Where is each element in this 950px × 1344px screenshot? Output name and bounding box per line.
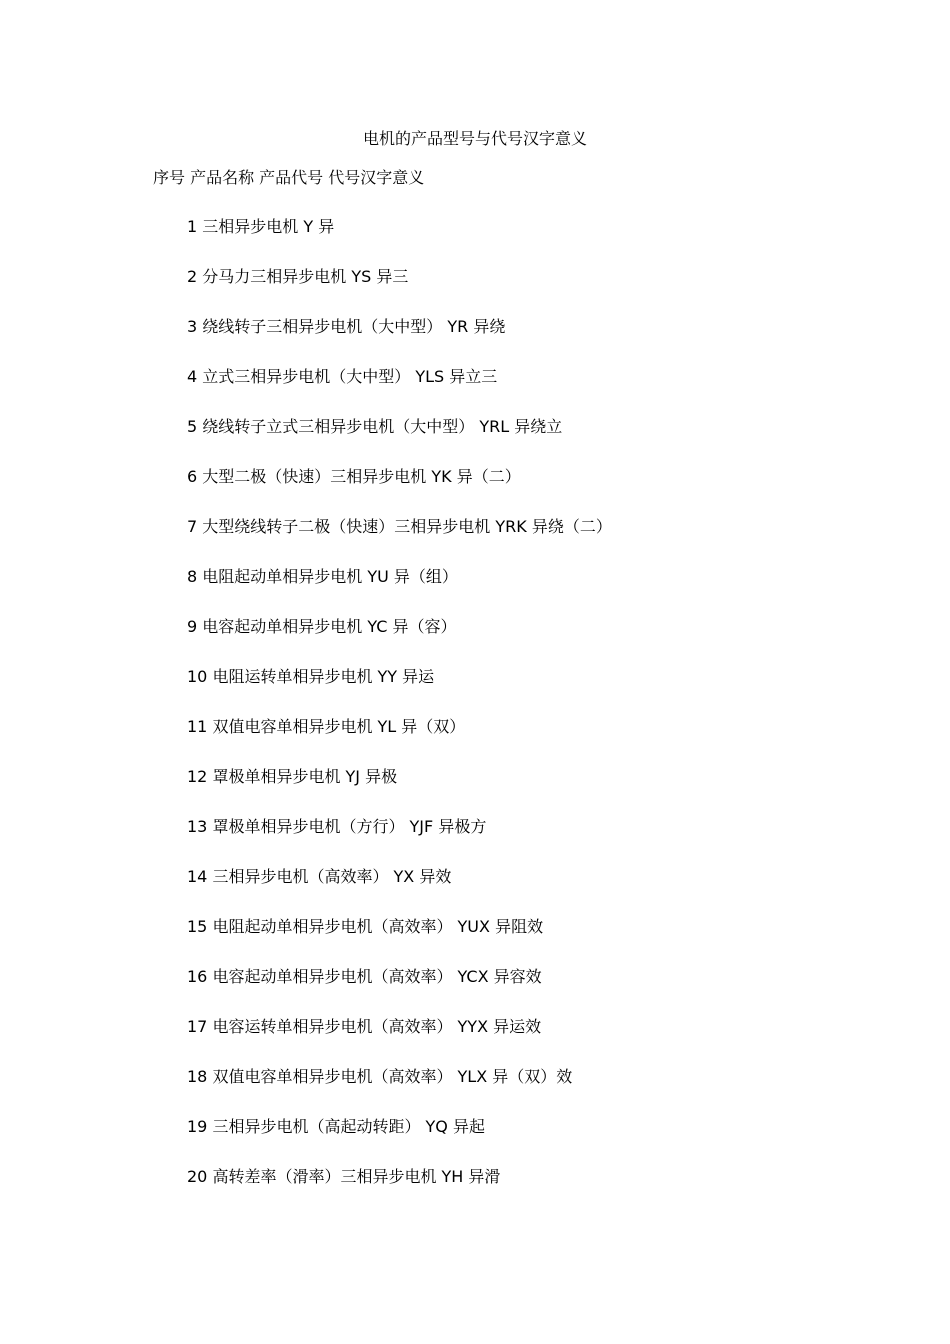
list-item bbox=[187, 366, 612, 416]
list-item-text: 10 电阻运转单相异步电机 YY 异运 bbox=[187, 667, 435, 686]
list-item-text: 17 电容运转单相异步电机（高效率） YYX 异运效 bbox=[187, 1017, 542, 1036]
list-item bbox=[187, 966, 612, 1016]
list-item bbox=[187, 1116, 612, 1166]
list-item bbox=[187, 1166, 612, 1216]
list-item bbox=[187, 816, 612, 866]
list-item bbox=[187, 1066, 612, 1116]
list-item bbox=[187, 716, 612, 766]
list-item-text: 8 电阻起动单相异步电机 YU 异（组） bbox=[187, 567, 458, 586]
list-item-text: 9 电容起动单相异步电机 YC 异（容） bbox=[187, 617, 457, 636]
list-item bbox=[187, 916, 612, 966]
table-header: 序号 产品名称 产品代号 代号汉字意义 bbox=[153, 168, 425, 187]
list-item-text: 3 绕线转子三相异步电机（大中型） YR 异绕 bbox=[187, 317, 506, 336]
list-item bbox=[187, 416, 612, 466]
list-item-text: 18 双值电容单相异步电机（高效率） YLX 异（双）效 bbox=[187, 1067, 573, 1086]
list-item bbox=[187, 266, 612, 316]
list-item-text: 4 立式三相异步电机（大中型） YLS 异立三 bbox=[187, 367, 498, 386]
list-item-text: 1 三相异步电机 Y 异 bbox=[187, 217, 335, 236]
list-item-text: 19 三相异步电机（高起动转距） YQ 异起 bbox=[187, 1117, 485, 1136]
list-item-text: 7 大型绕线转子二极（快速）三相异步电机 YRK 异绕（二） bbox=[187, 517, 612, 536]
list-item bbox=[187, 566, 612, 616]
list-item bbox=[187, 516, 612, 566]
list-item-text: 11 双值电容单相异步电机 YL 异（双） bbox=[187, 717, 466, 736]
list-item-text: 6 大型二极（快速）三相异步电机 YK 异（二） bbox=[187, 467, 521, 486]
list-item bbox=[187, 766, 612, 816]
list-item-text: 5 绕线转子立式三相异步电机（大中型） YRL 异绕立 bbox=[187, 417, 563, 436]
list-item-text: 20 高转差率（滑率）三相异步电机 YH 异滑 bbox=[187, 1167, 501, 1186]
list-item bbox=[187, 316, 612, 366]
list-item-text: 13 罩极单相异步电机（方行） YJF 异极方 bbox=[187, 817, 487, 836]
list-item bbox=[187, 866, 612, 916]
list-item-text: 12 罩极单相异步电机 YJ 异极 bbox=[187, 767, 398, 786]
list-item bbox=[187, 616, 612, 666]
list-item-text: 16 电容起动单相异步电机（高效率） YCX 异容效 bbox=[187, 967, 542, 986]
product-list bbox=[187, 216, 612, 1216]
list-item bbox=[187, 666, 612, 716]
list-item bbox=[187, 1016, 612, 1066]
list-item bbox=[187, 466, 612, 516]
document-title: 电机的产品型号与代号汉字意义 bbox=[362, 129, 587, 148]
list-item-text: 2 分马力三相异步电机 YS 异三 bbox=[187, 267, 409, 286]
list-item-text: 15 电阻起动单相异步电机（高效率） YUX 异阻效 bbox=[187, 917, 544, 936]
list-item-text: 14 三相异步电机（高效率） YX 异效 bbox=[187, 867, 452, 886]
list-item bbox=[187, 216, 612, 266]
